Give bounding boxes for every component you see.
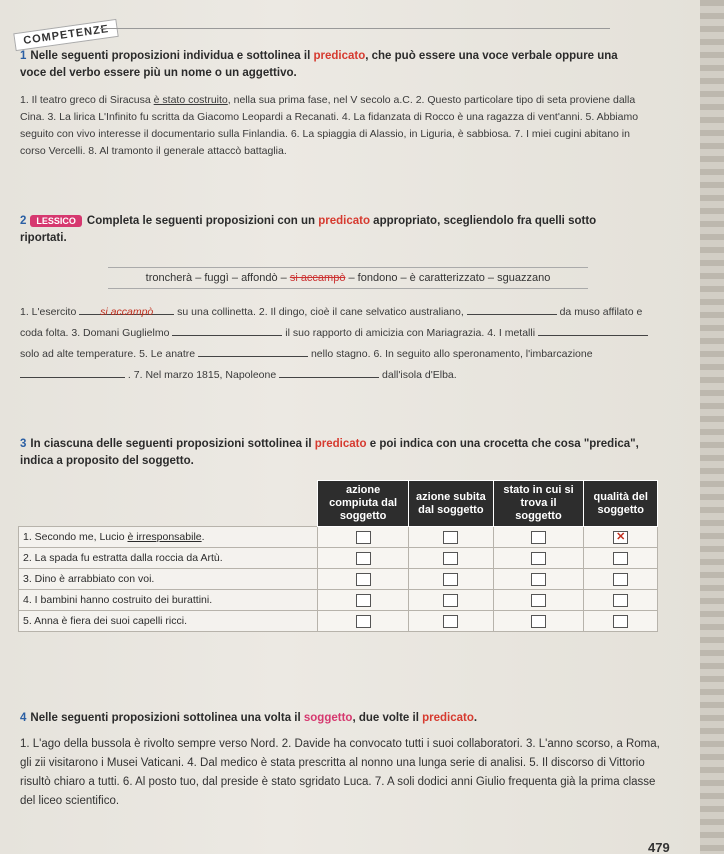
table-row: [19, 611, 658, 632]
struck-word: si accampò: [289, 272, 346, 284]
checkbox[interactable]: [531, 594, 546, 607]
lessico-tag: LESSICO: [30, 215, 82, 227]
row-label: 5. Anna è fiera dei suoi capelli ricci.: [19, 611, 318, 632]
blank-6[interactable]: [20, 365, 125, 378]
exercise-2-text: 1. L'esercito si accampò su una collinetta. 2. Il dingo, cioè il cane selvatico australiano, da muso affilato e coda folta. 3. Domani Guglielmo il suo rapporto di amicizia con Mariagrazia. 4. I metalli solo ad alte temperature. 5. Le anatre nello stagno. 6. In seguito allo speronamento, l'imbarcazione . 7. Nel marzo 1815, Napoleone dall'isola d'Elba.: [20, 302, 660, 386]
checkbox[interactable]: [356, 594, 371, 607]
table-header-row: [19, 481, 658, 527]
checkbox[interactable]: [443, 615, 458, 628]
checkbox[interactable]: [613, 594, 628, 607]
page-number: 479: [648, 840, 670, 854]
checkbox[interactable]: [356, 615, 371, 628]
book-spine: [700, 0, 724, 854]
blank-1[interactable]: si accampò: [79, 302, 174, 315]
exercise-4: [20, 710, 670, 811]
table-row: [19, 548, 658, 569]
col-header-2: azione subita dal soggetto: [409, 481, 493, 527]
table-corner: [19, 481, 318, 527]
col-header-3: stato in cui si trova il soggetto: [493, 481, 584, 527]
checkbox[interactable]: [356, 552, 371, 565]
checkbox[interactable]: [356, 573, 371, 586]
checkbox[interactable]: [443, 594, 458, 607]
table-row: [19, 569, 658, 590]
checkbox-checked[interactable]: [613, 531, 628, 544]
checkbox[interactable]: [531, 552, 546, 565]
exercise-1: [20, 48, 640, 160]
word-bank: troncherà – fuggì – affondò – si accampò – fondono – è caratterizzato – sguazzano: [108, 267, 588, 289]
checkbox[interactable]: [613, 615, 628, 628]
table-row: [19, 527, 658, 548]
exercise-4-text: 1. L'ago della bussola è rivolto sempre verso Nord. 2. Davide ha convocato tutti i suoi collaboratori. 3. L'anno scorso, a Roma, gli zii visitarono i Musei Vaticani. 4. Dal medico è stata prescritta al nonno una lunga serie di analisi. 5. Il discorso di Vittorio risultò chiaro a tutti. 6. Al posto tuo, dal preside è stato sgridato Luca. 7. A soli dodici anni Giulio frequenta già la prima classe del liceo scientifico.: [20, 738, 660, 807]
exercise-1-instruction: 1 Nelle seguenti proposizioni individua e sottolinea il predicato, che può essere una voce verbale oppure una voce del verbo essere più un nome o un aggettivo.: [20, 50, 618, 79]
col-header-1: azione compiuta dal soggetto: [318, 481, 409, 527]
col-header-4: qualità del soggetto: [584, 481, 658, 527]
checkbox[interactable]: [531, 573, 546, 586]
checkbox[interactable]: [443, 573, 458, 586]
checkbox[interactable]: [531, 531, 546, 544]
blank-7[interactable]: [279, 365, 379, 378]
exercise-2-instruction: 2 LESSICO Completa le seguenti proposizioni con un predicato appropriato, scegliendolo fra quelli sotto riportati.: [20, 215, 597, 244]
blank-2[interactable]: [467, 302, 557, 315]
row-label: 2. La spada fu estratta dalla roccia da Artù.: [19, 548, 318, 569]
section-badge: COMPETENZE: [13, 19, 119, 51]
exercise-3-instruction: 3 In ciascuna delle seguenti proposizioni sottolinea il predicato e poi indica con una crocetta che cosa "predica", indica a proposito del soggetto.: [20, 438, 639, 467]
checkbox[interactable]: [356, 531, 371, 544]
exercise-4-instruction: 4 Nelle seguenti proposizioni sottolinea una volta il soggetto, due volte il predicato.: [20, 712, 478, 724]
row-label: 1. Secondo me, Lucio è irresponsabile.: [19, 527, 318, 548]
blank-4[interactable]: [538, 323, 648, 336]
exercise-1-text: 1. Il teatro greco di Siracusa è stato costruito, nella sua prima fase, nel V secolo a.C. 2. Questo particolare tipo di seta proviene dalla Cina. 3. La lirica L'Infinito fu scritta da Giacomo Leopardi a Recanati. 4. La fidanzata di Rocco è una ragazza di vent'anni. 5. Abbiamo seguito con vivo interesse il documentario sulla Finlandia. 6. La spiaggia di Alassio, in Liguria, è sabbiosa. 7. I miei cugini abitano in corso Vercelli. 8. Al tramonto il generale attaccò battaglia.: [20, 94, 639, 157]
blank-3[interactable]: [172, 323, 282, 336]
checkbox[interactable]: [613, 552, 628, 565]
exercise-3-table: [18, 480, 658, 632]
checkbox[interactable]: [613, 573, 628, 586]
exercise-2: [20, 213, 640, 247]
header-rule: [100, 28, 610, 29]
row-label: 3. Dino è arrabbiato con voi.: [19, 569, 318, 590]
exercise-3: [20, 436, 660, 470]
checkbox[interactable]: [443, 552, 458, 565]
checkbox[interactable]: [443, 531, 458, 544]
blank-5[interactable]: [198, 344, 308, 357]
table-row: [19, 590, 658, 611]
x-mark-icon: ✕: [616, 530, 626, 543]
row-label: 4. I bambini hanno costruito dei burattini.: [19, 590, 318, 611]
checkbox[interactable]: [531, 615, 546, 628]
